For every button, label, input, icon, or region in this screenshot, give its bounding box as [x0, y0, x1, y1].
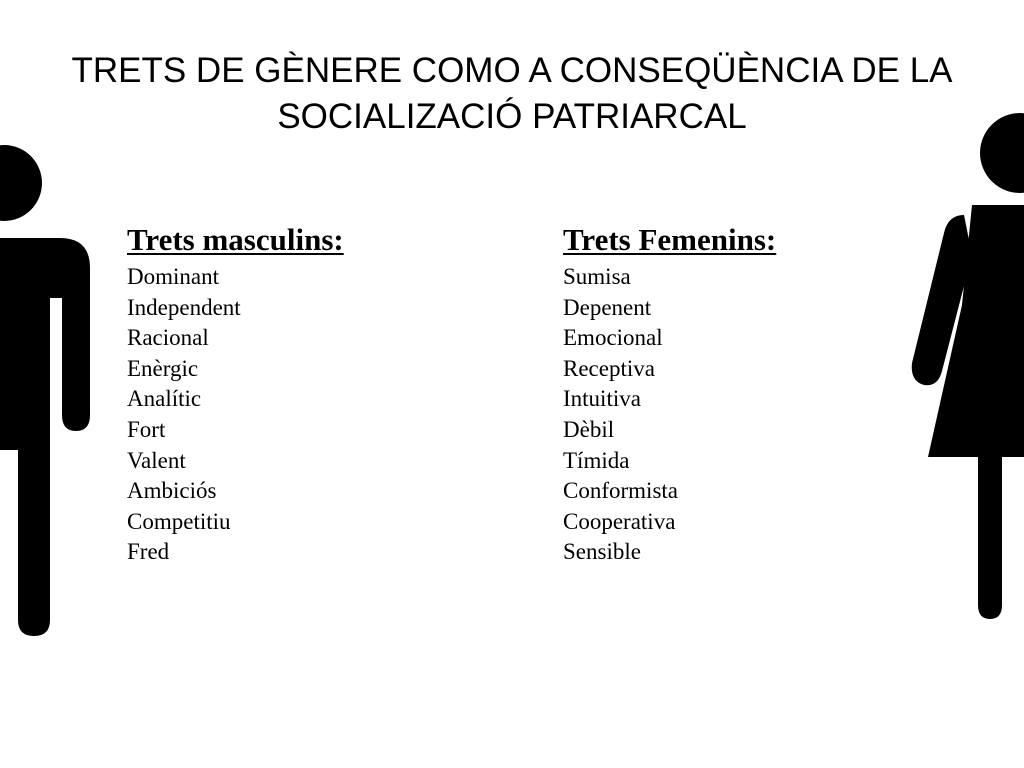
- slide-title: [40, 48, 984, 140]
- woman-silhouette-icon: [900, 105, 1024, 625]
- title-line-2: SOCIALIZACIÓ PATRIARCAL: [277, 97, 747, 136]
- list-item: Intuitiva: [563, 386, 641, 412]
- list-item: Depenent: [563, 294, 652, 320]
- list-item: Fred: [127, 539, 170, 565]
- feminine-traits-list: [563, 262, 776, 568]
- masculine-traits-column: [127, 220, 344, 568]
- man-silhouette-icon: [0, 130, 100, 650]
- list-item: Emocional: [563, 325, 663, 351]
- list-item: Tímida: [563, 447, 630, 473]
- list-item: Sensible: [563, 539, 641, 565]
- list-item: Dèbil: [563, 416, 615, 442]
- list-item: Receptiva: [563, 355, 655, 381]
- list-item: Dominant: [127, 264, 219, 289]
- list-item: Fort: [127, 416, 166, 442]
- masculine-traits-list: [127, 262, 344, 568]
- list-item: Ambiciós: [127, 478, 217, 504]
- masculine-traits-heading: Trets masculins:: [127, 222, 344, 257]
- list-item: Valent: [127, 447, 186, 473]
- feminine-traits-column: [563, 220, 776, 568]
- list-item: Conformista: [563, 478, 678, 504]
- list-item: Cooperativa: [563, 508, 676, 534]
- list-item: Sumisa: [563, 264, 631, 289]
- list-item: Independent: [127, 294, 241, 320]
- list-item: Enèrgic: [127, 355, 199, 381]
- list-item: Racional: [127, 325, 209, 351]
- list-item: Competitiu: [127, 508, 231, 534]
- title-line-1: TRETS DE GÈNERE COMO A CONSEQÜÈNCIA DE LA: [71, 51, 953, 90]
- feminine-traits-heading: Trets Femenins:: [563, 222, 777, 257]
- list-item: Analític: [127, 386, 202, 412]
